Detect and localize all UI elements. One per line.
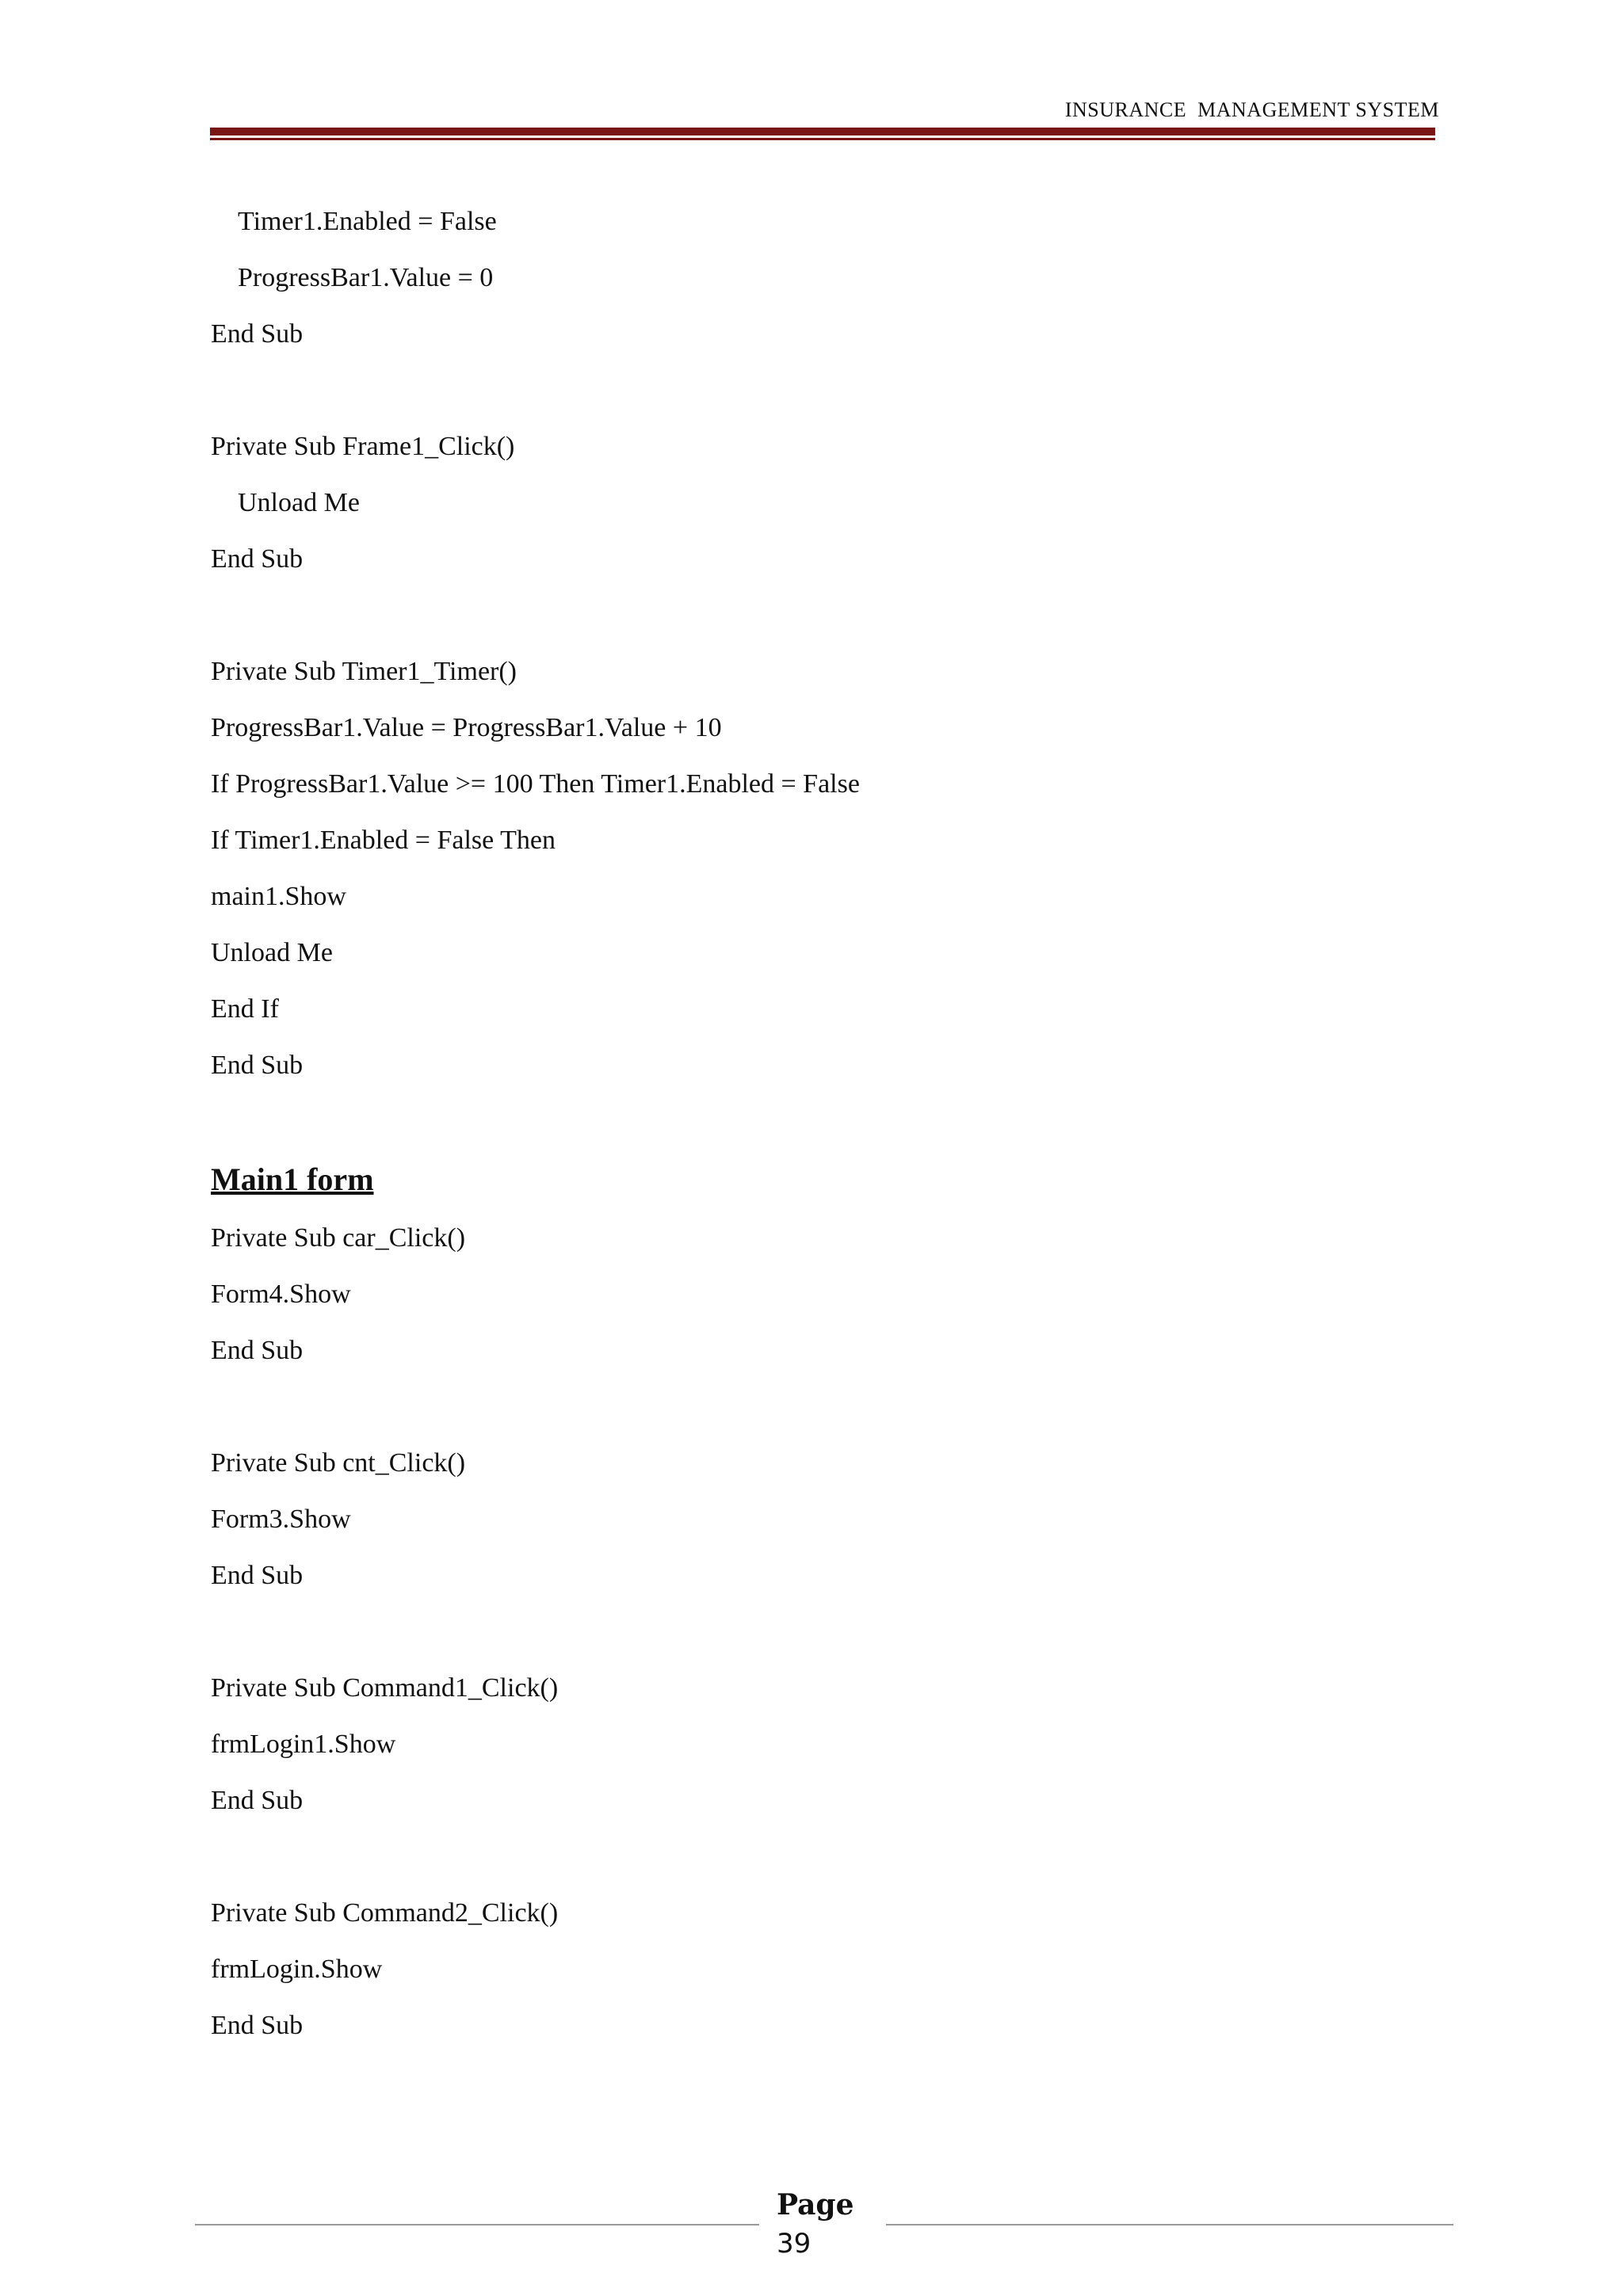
code-line: ProgressBar1.Value = ProgressBar1.Value + 10 — [211, 713, 722, 742]
code-line: End If — [211, 994, 279, 1024]
code-line: Private Sub Command1_Click() — [211, 1673, 559, 1703]
code-line: Form3.Show — [211, 1505, 351, 1534]
blank-line — [211, 362, 1447, 418]
blank-line — [211, 1093, 1447, 1150]
footer-rule-right — [886, 2224, 1453, 2225]
code-line: End Sub — [211, 1336, 304, 1365]
code-line: main1.Show — [211, 882, 346, 911]
blank-line — [211, 1379, 1447, 1435]
header-rule-thick — [210, 128, 1435, 135]
code-listing — [211, 193, 1447, 2054]
code-line: Unload Me — [211, 938, 333, 967]
code-line: Unload Me — [238, 488, 360, 517]
code-line: frmLogin.Show — [211, 1955, 383, 1984]
page-header-title: INSURANCE MANAGEMENT SYSTEM — [1064, 98, 1439, 121]
blank-line — [211, 587, 1447, 643]
code-lines-before — [211, 193, 1447, 1150]
footer-rule-left — [195, 2224, 759, 2225]
code-line: Timer1.Enabled = False — [238, 207, 497, 236]
code-line: End Sub — [211, 2011, 304, 2040]
section-heading: Main1 form — [211, 1161, 374, 1197]
code-line: End Sub — [211, 1786, 304, 1815]
code-line: ProgressBar1.Value = 0 — [238, 263, 494, 292]
code-line: End Sub — [211, 1561, 304, 1590]
code-line: Private Sub cnt_Click() — [211, 1448, 466, 1478]
code-line: frmLogin1.Show — [211, 1730, 396, 1759]
code-line: If ProgressBar1.Value >= 100 Then Timer1.Enabled = False — [211, 769, 860, 799]
code-line: End Sub — [211, 544, 304, 574]
code-line: Private Sub Frame1_Click() — [211, 432, 515, 461]
code-lines-after — [211, 1210, 1447, 2054]
footer-page-label: Page — [777, 2188, 854, 2222]
code-line: Private Sub Command2_Click() — [211, 1898, 559, 1928]
footer-page-number: 39 — [777, 2228, 812, 2260]
header-rule-thin — [210, 138, 1435, 140]
code-line: End Sub — [211, 1051, 304, 1080]
blank-line — [211, 1604, 1447, 1660]
code-line: Private Sub Timer1_Timer() — [211, 657, 517, 686]
code-line: If Timer1.Enabled = False Then — [211, 826, 556, 855]
code-line: Private Sub car_Click() — [211, 1223, 466, 1253]
blank-line — [211, 1829, 1447, 1885]
code-line: End Sub — [211, 319, 304, 349]
code-line: Form4.Show — [211, 1280, 351, 1309]
